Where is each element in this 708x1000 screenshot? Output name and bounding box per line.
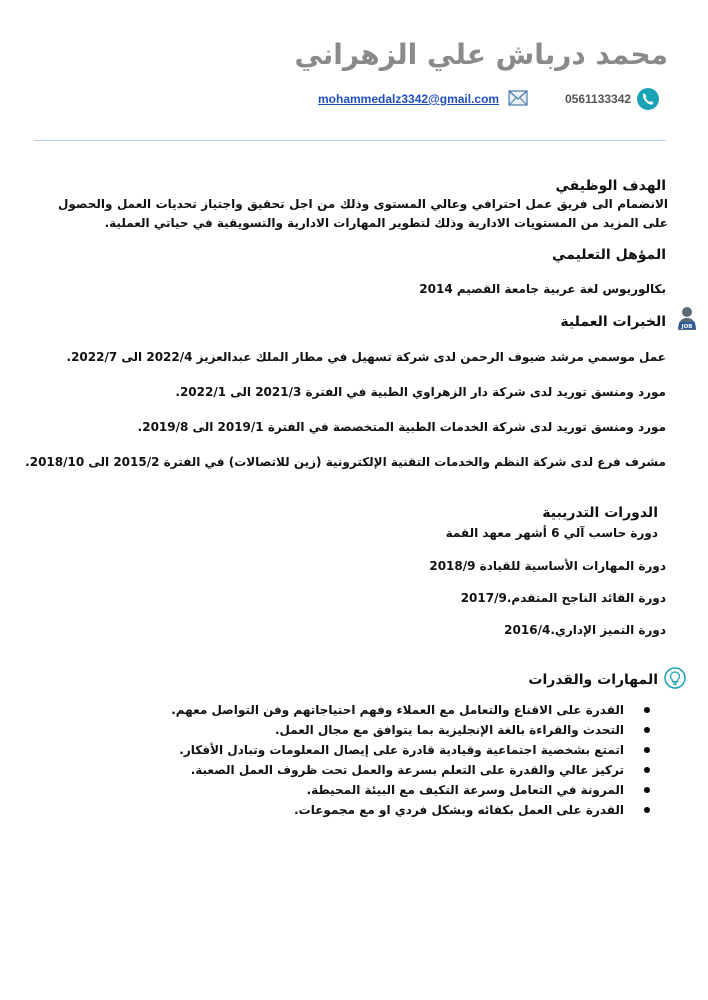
- skill-text: اتمتع بشخصية اجتماعية وقيادية قادرة على إيصال المعلومات وتبادل الأفكار.: [179, 743, 624, 757]
- list-item: [88, 740, 648, 760]
- experience-item: مورد ومنسق توريد لدى شركة دار الزهراوي الطبية في الفترة 2021/3 الى 2022/1.: [175, 385, 666, 399]
- course-item: دورة التميز الإداري.2016/4: [504, 623, 666, 637]
- bullet-icon: [644, 707, 650, 713]
- courses-title: الدورات التدريبية: [542, 505, 658, 521]
- skill-text: القدرة على الاقناع والتعامل مع العملاء وفهم احتياجاتهم وفن التواصل معهم.: [171, 703, 624, 717]
- email-link[interactable]: mohammedalz3342@gmail.com: [318, 92, 500, 106]
- course-item: دورة المهارات الأساسية للقيادة 2018/9: [429, 559, 666, 573]
- bullet-icon: [644, 807, 650, 813]
- list-item: [88, 700, 648, 720]
- experience-item: مشرف فرع لدى شركة النظم والخدمات التقنية الإلكترونية (زين للاتصالات) في الفترة 2015/2 الى 2018/10.: [25, 455, 666, 469]
- bullet-icon: [644, 767, 650, 773]
- bullet-icon: [644, 727, 650, 733]
- contact-row: [0, 86, 708, 116]
- skill-text: تركيز عالي والقدرة على التعلم بسرعة والعمل تحت ظروف العمل الصعبة.: [190, 763, 624, 777]
- header-divider: [34, 140, 666, 141]
- education-text: بكالوريوس لغة عربية جامعة القصيم 2014: [419, 282, 666, 296]
- list-item: [88, 720, 648, 740]
- lightbulb-icon: [664, 667, 686, 693]
- resume-name: محمد درباش علي الزهراني: [294, 38, 668, 71]
- experience-item: عمل موسمي مرشد ضيوف الرحمن لدى شركة تسهيل في مطار الملك عبدالعزيز 2022/4 الى 2022/7.: [66, 350, 666, 364]
- list-item: [88, 800, 648, 820]
- bullet-icon: [644, 787, 650, 793]
- job-person-icon: [676, 306, 698, 336]
- course-item: دورة القائد الناجح المتقدم.2017/9: [460, 591, 666, 605]
- skills-title: المهارات والقدرات: [528, 672, 658, 688]
- objective-text: الانضمام الى فريق عمل احترافي وعالي المستوى وذلك من اجل تحقيق واجتياز تحديات العمل والحصول على المزيد من المستويات الادارية وذلك لتطوير المهارات الادارية والتسويقية في حياتي العملية.: [58, 197, 668, 230]
- education-title: المؤهل التعليمي: [552, 247, 666, 263]
- experience-item: مورد ومنسق توريد لدى شركة الخدمات الطبية المتخصصة في الفترة 2019/1 الى 2019/8.: [137, 420, 666, 434]
- list-item: [88, 780, 648, 800]
- skill-text: التحدث والقراءة بالغة الإنجليزية بما يتوافق مع مجال العمل.: [274, 723, 624, 737]
- job-icon-label: JOB: [681, 324, 693, 330]
- skill-text: المرونة في التعامل وسرعة التكيف مع البيئة المحيطة.: [306, 783, 624, 797]
- phone-icon: [637, 88, 659, 110]
- skills-list: [88, 700, 648, 820]
- course-item: دورة حاسب آلي 6 أشهر معهد القمة: [445, 526, 658, 540]
- envelope-icon: [508, 90, 528, 106]
- objective-title: الهدف الوظيفي: [555, 178, 666, 194]
- experience-title: الخبرات العملية: [560, 314, 666, 330]
- phone-number: 0561133342: [565, 92, 632, 106]
- bullet-icon: [644, 747, 650, 753]
- skill-text: القدرة على العمل بكفائه وبشكل فردي او مع مجموعات.: [294, 803, 624, 817]
- list-item: [88, 760, 648, 780]
